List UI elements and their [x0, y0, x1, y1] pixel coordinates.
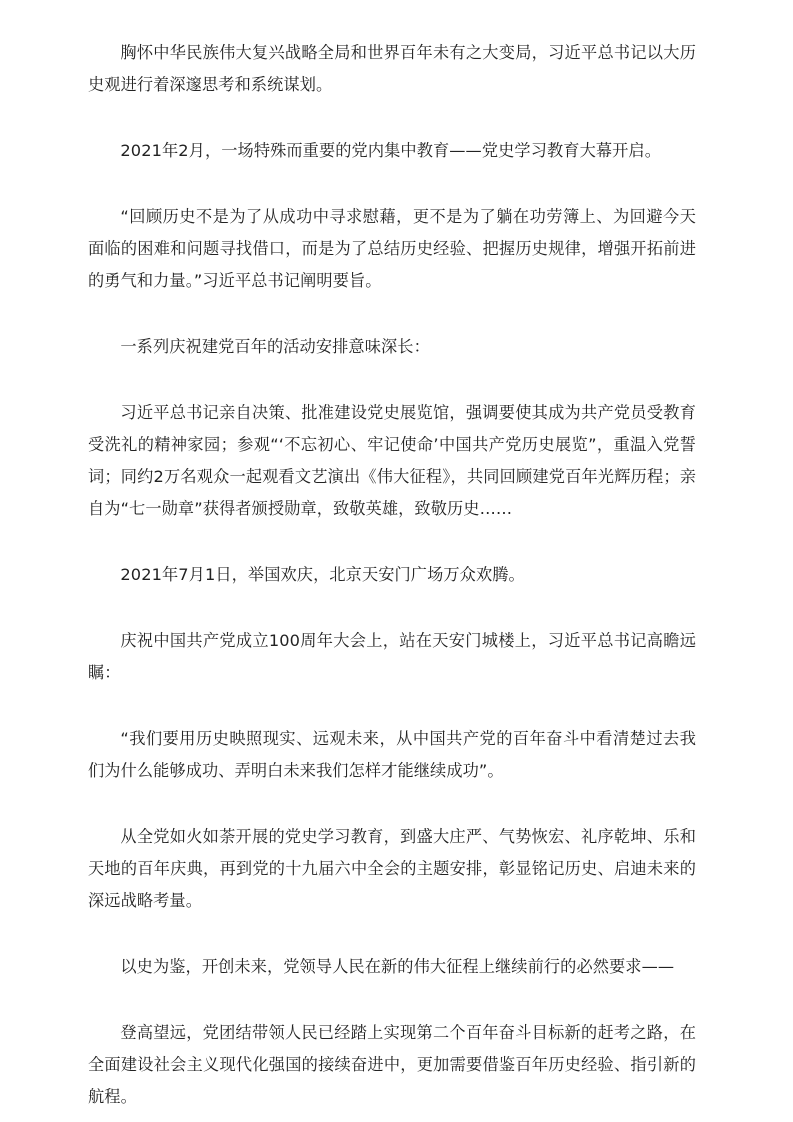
paragraph-5: 习近平总书记亲自决策、批准建设党史展览馆，强调要使其成为共产党员受教育受洗礼的精神家园；参观“‘不忘初心、牢记使命’中国共产党历史展览”，重温入党誓词；同约2万名观众一起观看文艺演出《伟大征程》，共同回顾建党百年光辉历程；亲自为“七一勋章”获得者颁授勋章，致敬英雄，致敬历史…… [88, 403, 696, 518]
paragraph-2: 2021年2月，一场特殊而重要的党内集中教育——党史学习教育大幕开启。 [120, 141, 662, 160]
paragraph-9: 从全党如火如荼开展的党史学习教育，到盛大庄严、气势恢宏、礼序乾坤、乐和天地的百年庆典，再到党的十九届六中全会的主题安排，彰显铭记历史、启迪未来的深远战略考量。 [88, 827, 696, 910]
paragraph-7: 庆祝中国共产党成立100周年大会上，站在天安门城楼上，习近平总书记高瞻远瞩： [88, 631, 696, 682]
article-body [88, 37, 696, 1113]
paragraph-10: 以史为鉴，开创未来，党领导人民在新的伟大征程上继续前行的必然要求—— [120, 957, 675, 976]
paragraph-1: 胸怀中华民族伟大复兴战略全局和世界百年未有之大变局，习近平总书记以大历史观进行着深邃思考和系统谋划。 [88, 43, 696, 94]
paragraph-4: 一系列庆祝建党百年的活动安排意味深长： [120, 337, 430, 356]
paragraph-3: “回顾历史不是为了从成功中寻求慰藉，更不是为了躺在功劳簿上、为回避今天面临的困难和问题寻找借口，而是为了总结历史经验、把握历史规律，增强开拓前进的勇气和力量。”习近平总书记阐明要旨。 [88, 207, 696, 290]
paragraph-11: 登高望远，党团结带领人民已经踏上实现第二个百年奋斗目标新的赶考之路，在全面建设社会主义现代化强国的接续奋进中，更加需要借鉴百年历史经验、指引新的航程。 [88, 1023, 696, 1106]
paragraph-8: “我们要用历史映照现实、远观未来，从中国共产党的百年奋斗中看清楚过去我们为什么能够成功、弄明白未来我们怎样才能继续成功”。 [88, 729, 696, 780]
paragraph-6: 2021年7月1日，举国欢庆，北京天安门广场万众欢腾。 [120, 565, 525, 584]
